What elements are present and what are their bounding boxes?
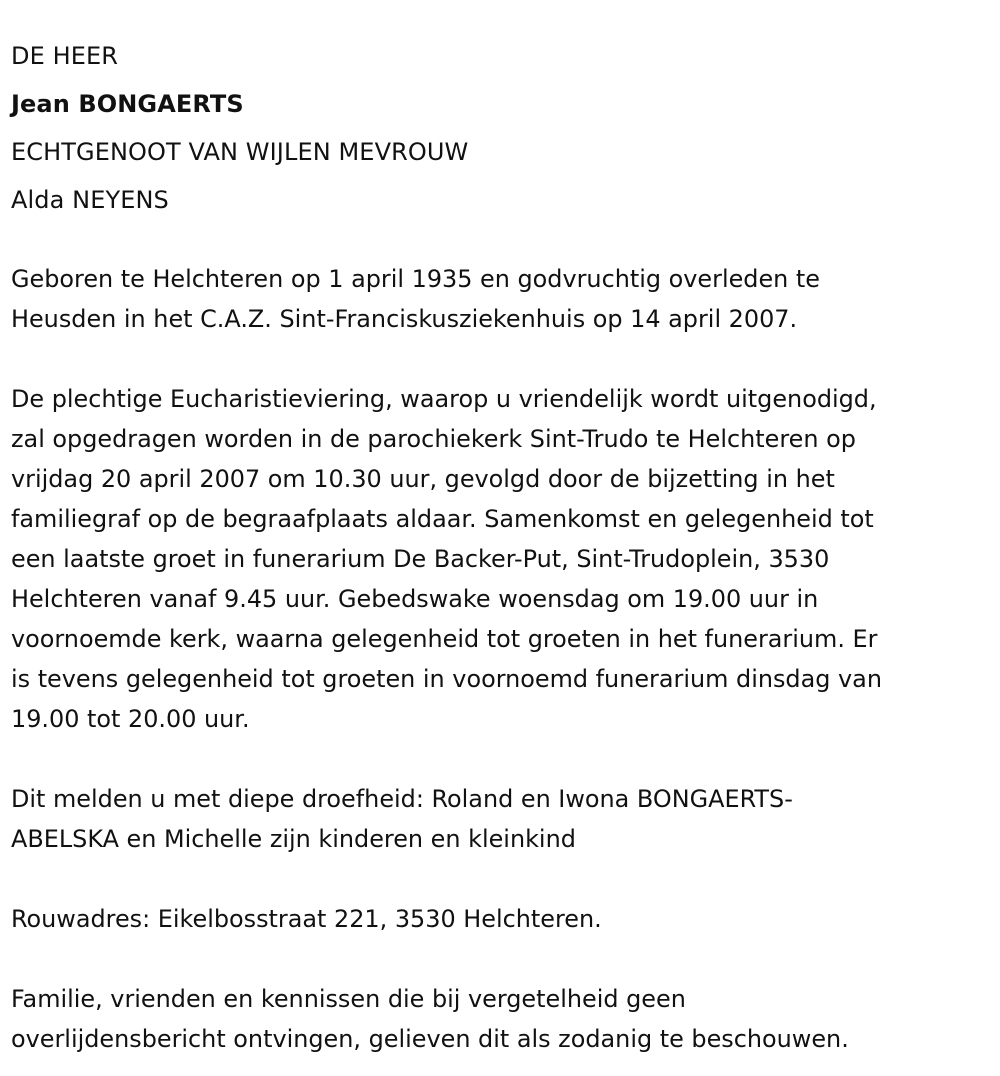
relation-line: ECHTGENOOT VAN WIJLEN MEVROUW [11,138,469,166]
spouse-name: Alda NEYENS [11,186,169,214]
paragraph-line: ABELSKA en Michelle zijn kinderen en kleinkind [11,825,576,853]
paragraph-line: De plechtige Eucharistieviering, waarop u vriendelijk wordt uitgenodigd, [11,385,877,413]
ceremony-paragraph [11,379,993,739]
paragraph-line: Dit melden u met diepe droefheid: Roland en Iwona BONGAERTS- [11,785,793,813]
paragraph-line: vrijdag 20 april 2007 om 10.30 uur, gevolgd door de bijzetting in het [11,465,835,493]
paragraph-line: zal opgedragen worden in de parochiekerk Sint-Trudo te Helchteren op [11,425,856,453]
paragraph-line: voornoemde kerk, waarna gelegenheid tot groeten in het funerarium. Er [11,625,878,653]
address-line: Rouwadres: Eikelbosstraat 221, 3530 Helchteren. [11,905,602,933]
paragraph-line: overlijdensbericht ontvingen, gelieven dit als zodanig te beschouwen. [11,1025,849,1053]
title-prefix: DE HEER [11,42,119,70]
paragraph-line: Geboren te Helchteren op 1 april 1935 en godvruchtig overleden te [11,265,820,293]
address-paragraph [11,899,993,939]
paragraph-line: Heusden in het C.A.Z. Sint-Franciskusziekenhuis op 14 april 2007. [11,305,798,333]
deceased-name: Jean BONGAERTS [11,90,244,118]
paragraph-line: 19.00 tot 20.00 uur. [11,705,250,733]
paragraph-line: een laatste groet in funerarium De Backer-Put, Sint-Trudoplein, 3530 [11,545,830,573]
paragraph-line: Familie, vrienden en kennissen die bij vergetelheid geen [11,985,686,1013]
paragraph-line: familiegraf op de begraafplaats aldaar. Samenkomst en gelegenheid tot [11,505,874,533]
family-paragraph [11,779,993,859]
birth-death-paragraph [11,259,993,339]
notice-paragraph [11,979,993,1059]
paragraph-line: Helchteren vanaf 9.45 uur. Gebedswake woensdag om 19.00 uur in [11,585,819,613]
paragraph-line: is tevens gelegenheid tot groeten in voornoemd funerarium dinsdag van [11,665,882,693]
